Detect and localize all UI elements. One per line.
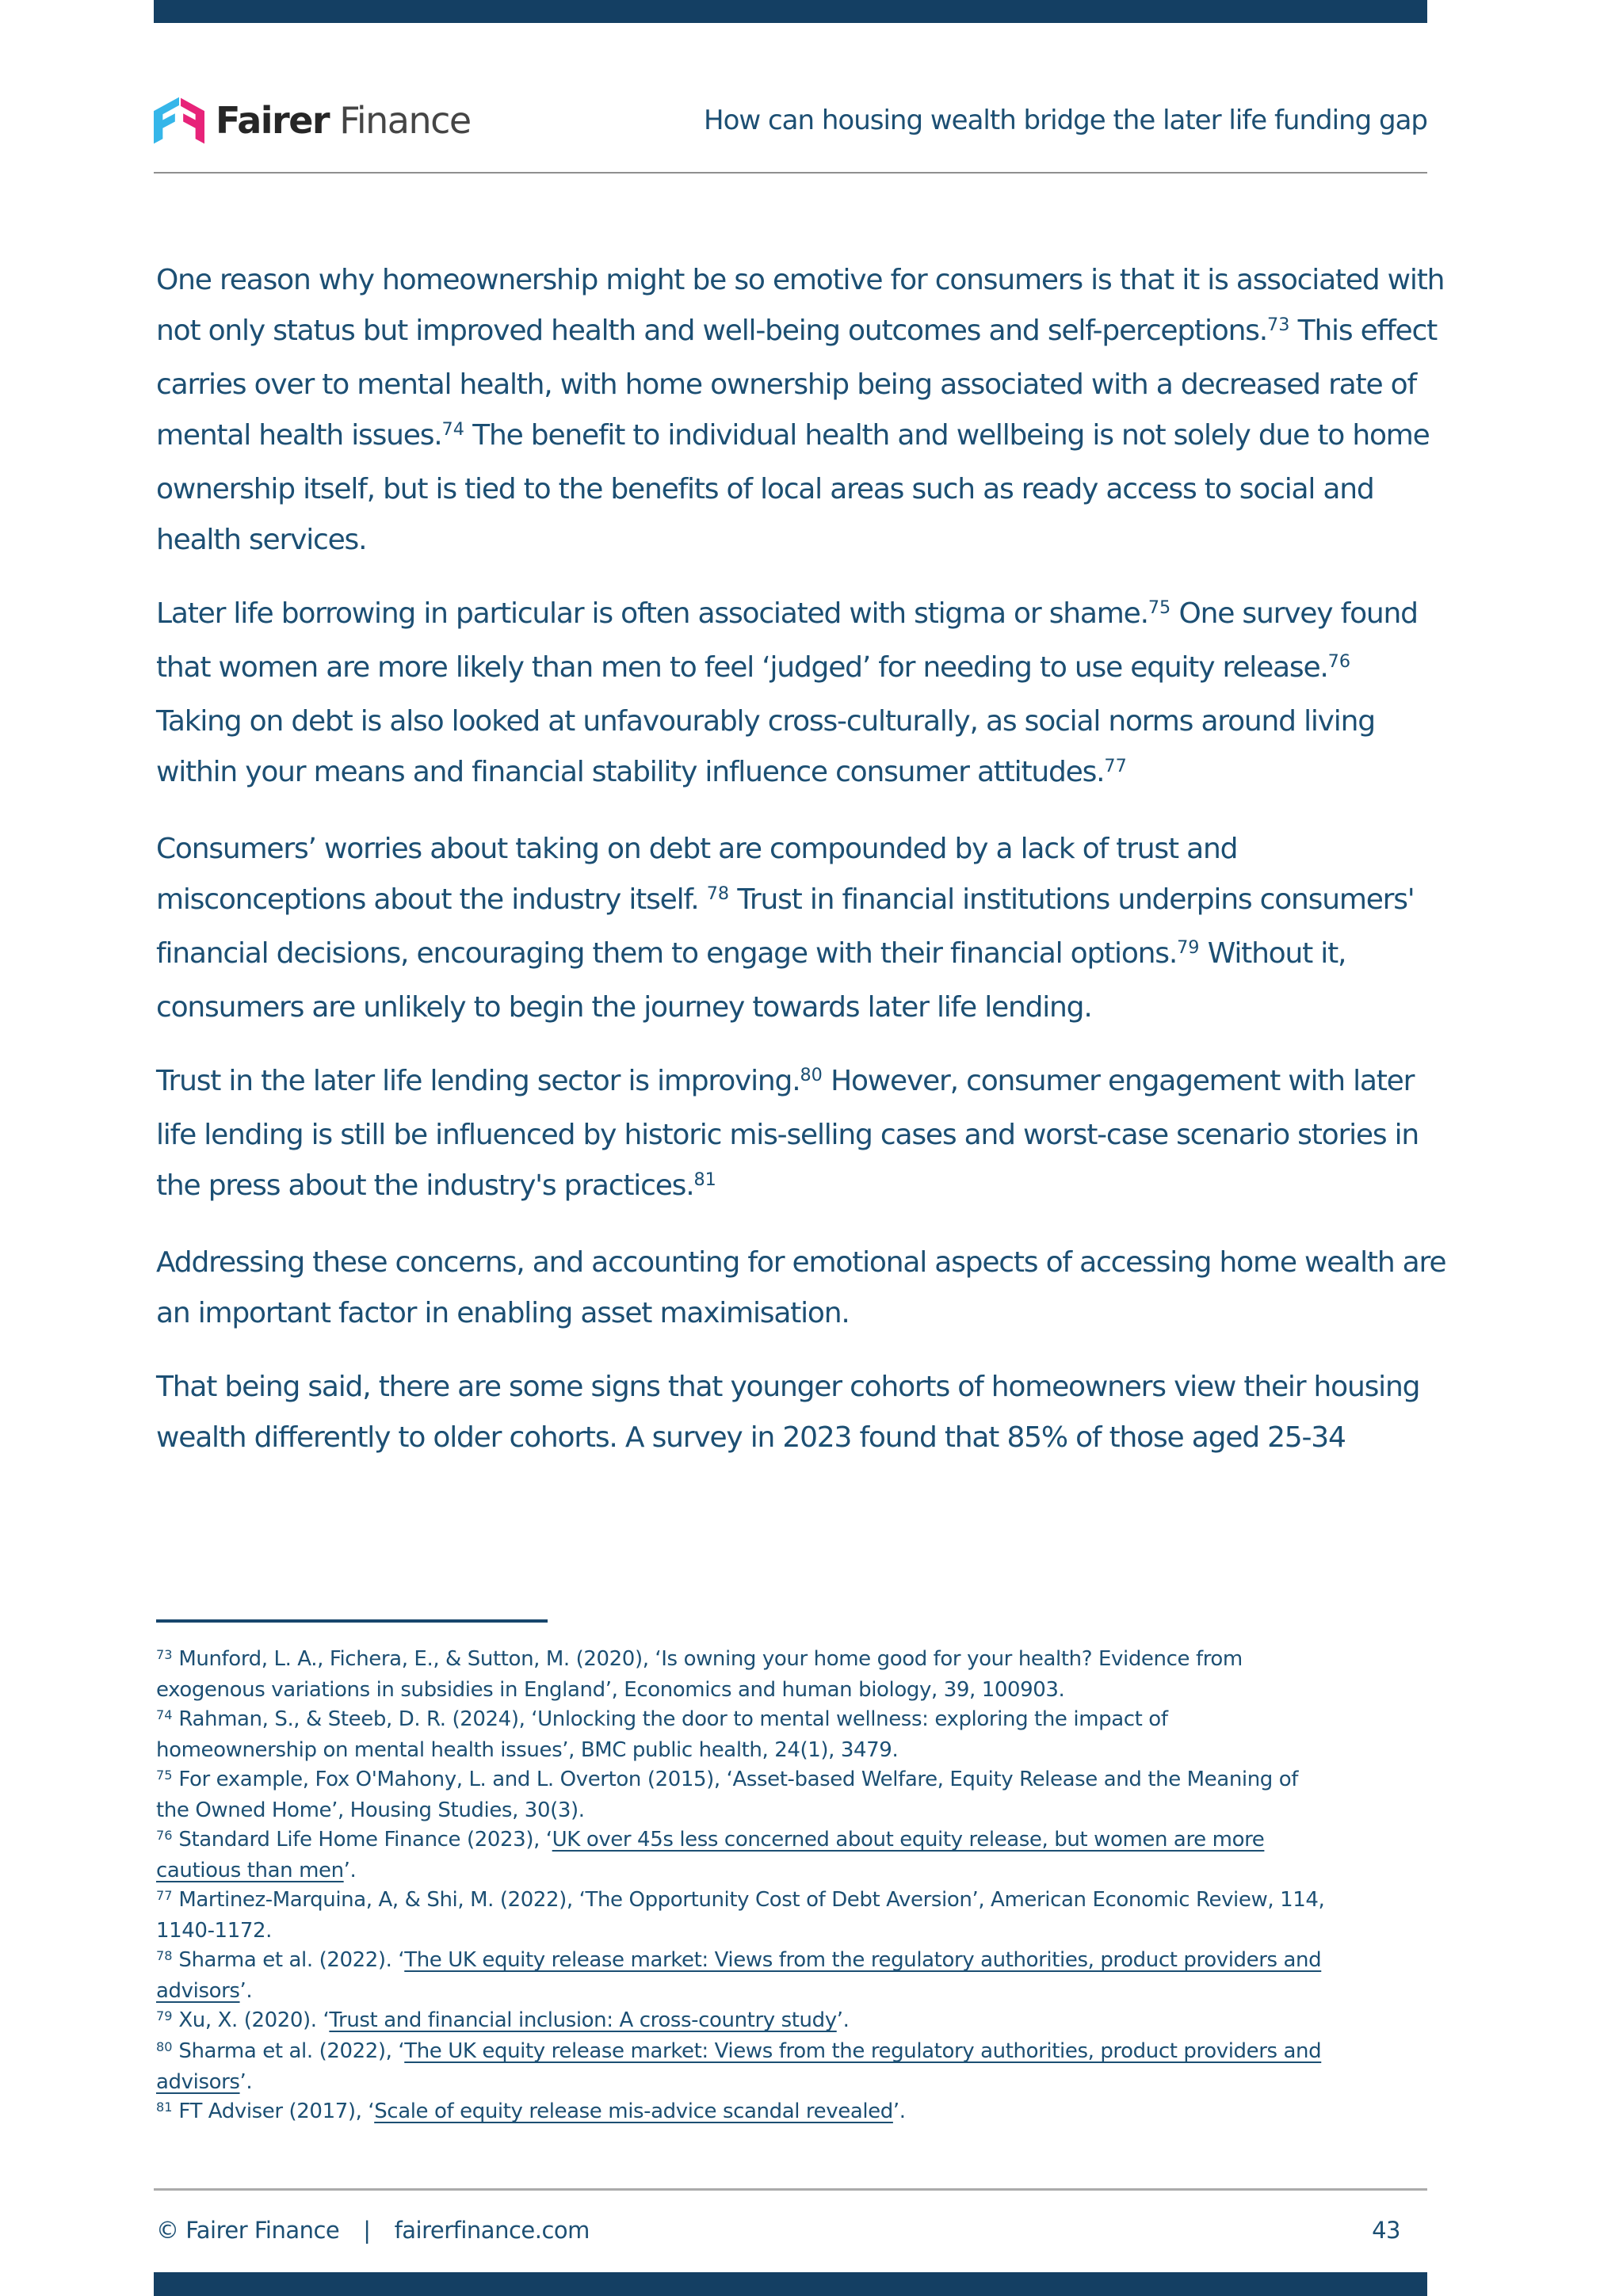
footnote-link[interactable]: advisors — [156, 2070, 240, 2094]
footnote-reference: 80 — [156, 2039, 173, 2054]
document-title: How can housing wealth bridge the later life funding gap — [704, 105, 1427, 136]
text-line — [156, 464, 1456, 515]
text-run: That being said, there are some signs that younger cohorts of homeowners view their housing — [156, 1371, 1420, 1403]
footnote-reference: 75 — [156, 1767, 173, 1783]
footnote-reference: 78 — [706, 883, 730, 905]
text-run: ’. — [343, 1859, 357, 1882]
text-line — [156, 410, 1456, 464]
page-number: 43 — [1372, 2217, 1400, 2244]
footnote-line — [156, 1977, 1456, 2006]
text-run: Standard Life Home Finance (2023), ‘ — [172, 1828, 552, 1852]
footnote-reference: 73 — [1267, 315, 1290, 336]
text-line — [156, 515, 1456, 566]
text-run: One survey found — [1170, 597, 1418, 630]
text-line — [156, 1161, 1456, 1215]
footnote-line — [156, 2097, 1456, 2128]
text-line — [156, 875, 1456, 929]
footnote-reference: 81 — [693, 1169, 716, 1191]
paragraph — [156, 589, 1456, 801]
body-text — [156, 255, 1456, 1486]
footnote-reference: 74 — [156, 1707, 173, 1722]
bottom-accent-bar — [154, 2272, 1427, 2296]
text-run: Rahman, S., & Steeb, D. R. (2024), ‘Unlocking the door to mental wellness: exploring the impact of — [172, 1707, 1168, 1731]
footnote-reference: 75 — [1148, 597, 1171, 619]
text-run: Addressing these concerns, and accounting for emotional aspects of accessing home wealth are — [156, 1246, 1446, 1279]
text-run: ’. — [239, 1979, 253, 2003]
top-accent-bar — [154, 0, 1427, 23]
footnote-line — [156, 1886, 1456, 1917]
text-run: Xu, X. (2020). ‘ — [172, 2008, 330, 2032]
footnote-line — [156, 1765, 1456, 1796]
text-line — [156, 1362, 1456, 1413]
text-line — [156, 824, 1456, 875]
text-run: the press about the industry's practices. — [156, 1169, 694, 1202]
text-line — [156, 696, 1456, 747]
footnote-divider — [156, 1619, 548, 1623]
text-line — [156, 643, 1456, 696]
text-line — [156, 1110, 1456, 1161]
footnote-line — [156, 1946, 1456, 1977]
paragraph — [156, 255, 1456, 566]
text-run: the Owned Home’, Housing Studies, 30(3). — [156, 1798, 585, 1822]
text-run: The benefit to individual health and wellbeing is not solely due to home — [464, 419, 1430, 452]
text-run: an important factor in enabling asset maximisation. — [156, 1297, 850, 1329]
footnote-line — [156, 1645, 1456, 1676]
footnote-link[interactable]: cautious than men — [156, 1859, 344, 1882]
footnote-link[interactable]: Scale of equity release mis-advice scandal revealed — [374, 2100, 893, 2123]
fairer-finance-logo — [154, 97, 471, 144]
footnote-reference: 78 — [156, 1947, 173, 1963]
page-footer — [156, 2217, 1427, 2244]
text-line — [156, 589, 1456, 643]
text-run: mental health issues. — [156, 419, 442, 452]
footnote-line — [156, 1676, 1456, 1705]
paragraph — [156, 1056, 1456, 1215]
footnote-link[interactable]: UK over 45s less concerned about equity release, but women are more — [552, 1828, 1265, 1852]
footnote-reference: 77 — [156, 1887, 173, 1903]
text-run: ’. — [892, 2100, 906, 2123]
text-run: financial decisions, encouraging them to engage with their financial options. — [156, 937, 1178, 970]
text-line — [156, 1056, 1456, 1110]
footnote-line — [156, 1736, 1456, 1765]
fairer-finance-house-icon — [154, 97, 204, 144]
header-divider — [154, 172, 1427, 174]
text-run: that women are more likely than men to feel ‘judged’ for needing to use equity release. — [156, 651, 1328, 684]
text-run: misconceptions about the industry itself. — [156, 883, 707, 916]
page-header — [154, 89, 1427, 152]
text-run: ’. — [239, 2070, 253, 2094]
text-run: Munford, L. A., Fichera, E., & Sutton, M. (2020), ‘Is owning your home good for your health? Evidence from — [172, 1647, 1243, 1671]
footnote-line — [156, 2006, 1456, 2037]
text-line — [156, 255, 1456, 306]
text-run: life lending is still be influenced by historic mis-selling cases and worst-case scenario stories in — [156, 1119, 1419, 1151]
text-run: This effect — [1289, 315, 1438, 347]
footnote-line — [156, 1825, 1456, 1856]
footnote-reference: 81 — [156, 2099, 173, 2115]
paragraph — [156, 1362, 1456, 1463]
footnote-line — [156, 1705, 1456, 1736]
footnote-link[interactable]: The UK equity release market: Views from the regulatory authorities, product providers and — [404, 1948, 1322, 1972]
paragraph — [156, 1238, 1456, 1339]
footnote-reference: 79 — [156, 2008, 173, 2023]
footnote-line — [156, 2068, 1456, 2097]
text-run: Sharma et al. (2022), ‘ — [172, 2039, 405, 2063]
text-line — [156, 360, 1456, 410]
footnote-reference: 73 — [156, 1646, 173, 1662]
text-line — [156, 747, 1456, 801]
footnote-line — [156, 1796, 1456, 1825]
text-run: One reason why homeownership might be so emotive for consumers is that it is associated with — [156, 264, 1445, 296]
brand-bold: Fairer — [216, 99, 330, 142]
footnote-line — [156, 2037, 1456, 2068]
footnote-line — [156, 1856, 1456, 1886]
text-run: ’. — [836, 2008, 850, 2032]
footnote-reference: 77 — [1104, 756, 1127, 777]
text-run: Later life borrowing in particular is often associated with stigma or shame. — [156, 597, 1148, 630]
text-run: exogenous variations in subsidies in England’, Economics and human biology, 39, 100903. — [156, 1678, 1065, 1702]
website-link[interactable]: fairerfinance.com — [394, 2217, 590, 2244]
footnote-reference: 74 — [441, 419, 464, 441]
footnote-link[interactable]: advisors — [156, 1979, 240, 2003]
footnote-link[interactable]: Trust and financial inclusion: A cross-country study — [329, 2008, 837, 2032]
footnotes — [156, 1645, 1456, 2128]
text-line — [156, 1238, 1456, 1288]
text-line — [156, 1288, 1456, 1339]
text-run: However, consumer engagement with later — [822, 1065, 1415, 1097]
text-line — [156, 982, 1456, 1033]
text-line — [156, 306, 1456, 360]
footnote-reference: 76 — [156, 1827, 173, 1843]
text-run: health services. — [156, 524, 367, 556]
text-run: wealth differently to older cohorts. A survey in 2023 found that 85% of those aged 25-34 — [156, 1421, 1346, 1454]
text-run: consumers are unlikely to begin the journey towards later life lending. — [156, 991, 1092, 1024]
footnote-reference: 80 — [800, 1065, 823, 1086]
text-run: homeownership on mental health issues’, BMC public health, 24(1), 3479. — [156, 1738, 899, 1762]
brand-wordmark — [216, 99, 471, 142]
paragraph — [156, 824, 1456, 1033]
footnote-link[interactable]: The UK equity release market: Views from the regulatory authorities, product providers and — [404, 2039, 1322, 2063]
text-run: ownership itself, but is tied to the benefits of local areas such as ready access to social and — [156, 473, 1374, 505]
text-run: 1140-1172. — [156, 1919, 272, 1943]
copyright-text: © Fairer Finance — [156, 2217, 340, 2244]
text-run: carries over to mental health, with home ownership being associated with a decreased rate of — [156, 368, 1416, 401]
text-run: Martinez-Marquina, A, & Shi, M. (2022), ‘The Opportunity Cost of Debt Aversion’, American Economic Review, 114, — [172, 1888, 1325, 1912]
footer-divider — [154, 2188, 1427, 2191]
text-run: Consumers’ worries about taking on debt are compounded by a lack of trust and — [156, 833, 1238, 865]
text-run: Sharma et al. (2022). ‘ — [172, 1948, 405, 1972]
text-run: within your means and financial stability influence consumer attitudes. — [156, 756, 1105, 788]
footnote-reference: 79 — [1177, 937, 1200, 959]
text-line — [156, 1413, 1456, 1463]
text-run: FT Adviser (2017), ‘ — [172, 2100, 375, 2123]
text-run: Trust in financial institutions underpins consumers' — [729, 883, 1415, 916]
text-line — [156, 929, 1456, 982]
brand-light: Finance — [339, 99, 471, 142]
text-run: not only status but improved health and well-being outcomes and self-perceptions. — [156, 315, 1267, 347]
text-run: Without it, — [1199, 937, 1346, 970]
text-run: Taking on debt is also looked at unfavourably cross-culturally, as social norms around living — [156, 705, 1375, 738]
footnote-reference: 76 — [1327, 651, 1351, 673]
footnote-line — [156, 1917, 1456, 1946]
text-run: Trust in the later life lending sector is improving. — [156, 1065, 800, 1097]
footer-separator: | — [363, 2217, 371, 2244]
text-run: For example, Fox O'Mahony, L. and L. Overton (2015), ‘Asset-based Welfare, Equity Release and the Meaning of — [172, 1768, 1299, 1791]
